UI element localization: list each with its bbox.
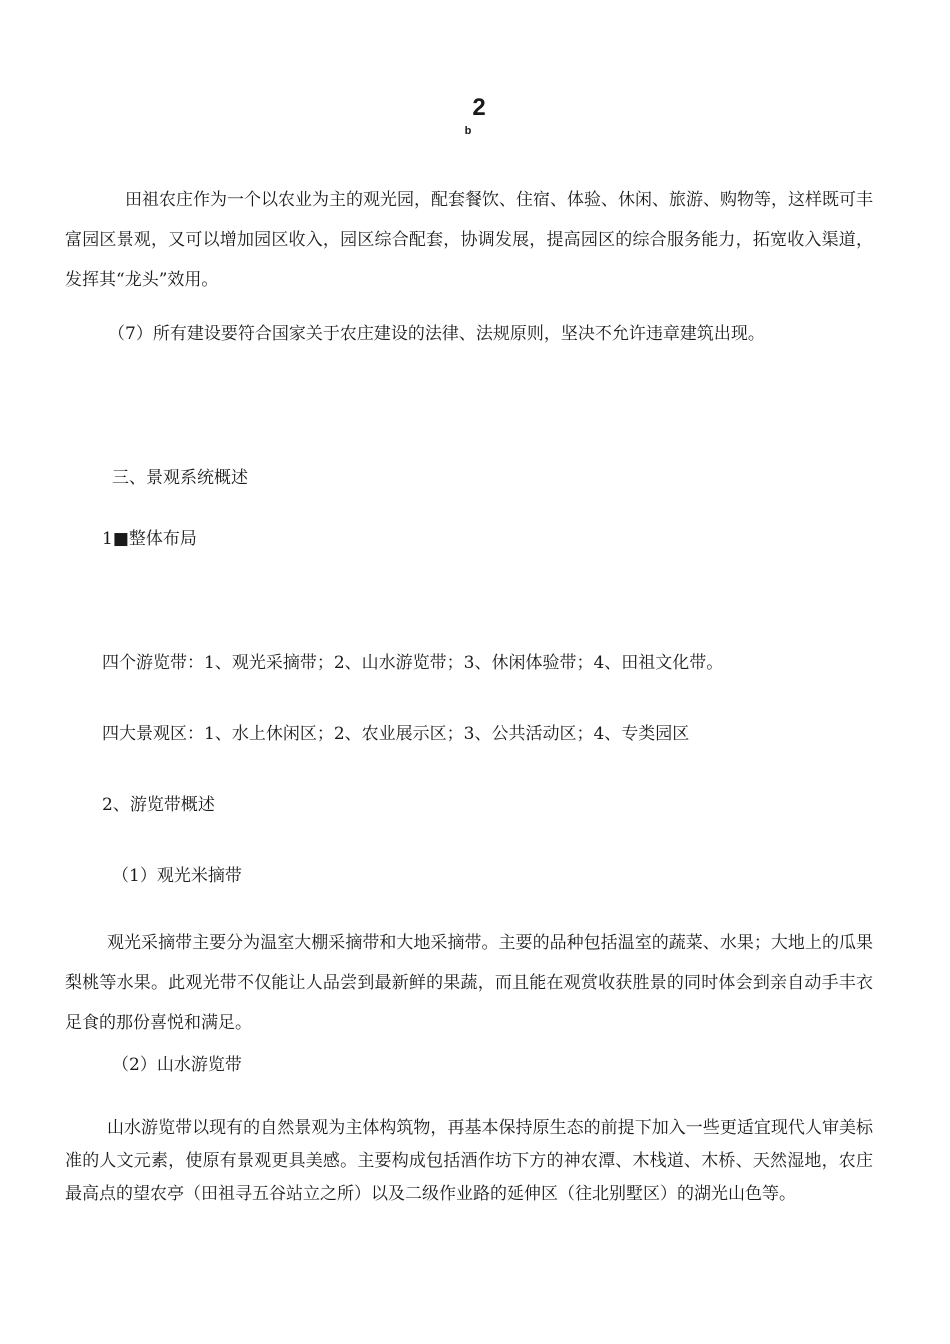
subheading-scenery-belt: （2）山水游览带 — [112, 1055, 242, 1075]
subheading-overall-layout: 1■整体布局 — [102, 529, 197, 549]
tour-belts-text: 四个游览带：1、观光采摘带；2、山水游览带；3、休闲体验带；4、田祖文化带。 — [102, 653, 724, 673]
page-number: 2 — [472, 94, 486, 121]
paragraph-scenery-belt: 山水游览带以现有的自然景观为主体构筑物，再基本保持原生态的前提下加入一些更适宜现代人审美标准的人文元素，使原有景观更具美感。主要构成包括酒作坊下方的神农潭、木栈道、木桥、天然湿地，农庄最高点的望农亭（田祖寻五谷站立之所）以及二级作业路的延伸区（往北别墅区）的湖光山色等。 — [65, 1118, 873, 1204]
page-sub-mark: b — [464, 125, 472, 137]
item-7-text: （7）所有建设要符合国家关于农庄建设的法律、法规原则，坚决不允许违章建筑出现。 — [108, 324, 765, 344]
landscape-zones-text: 四大景观区：1、水上休闲区；2、农业展示区；3、公共活动区；4、专类园区 — [102, 724, 690, 744]
section-heading-landscape: 三、景观系统概述 — [112, 468, 248, 488]
subheading-belt-overview: 2、游览带概述 — [102, 795, 215, 815]
subheading-picking-belt: （1）观光米摘带 — [112, 866, 242, 886]
paragraph-picking-belt: 观光采摘带主要分为温室大棚采摘带和大地采摘带。主要的品种包括温室的蔬菜、水果；大地上的瓜果梨桃等水果。此观光带不仅能让人品尝到最新鲜的果蔬，而且能在观赏收获胜景的同时体会到亲自动手丰衣足食的那份喜悦和满足。 — [65, 933, 873, 1033]
paragraph-intro: 田祖农庄作为一个以农业为主的观光园，配套餐饮、住宿、体验、休闲、旅游、购物等，这样既可丰富园区景观，又可以增加园区收入，园区综合配套，协调发展，提高园区的综合服务能力，拓宽收入渠道，发挥其“龙头”效用。 — [65, 190, 873, 290]
